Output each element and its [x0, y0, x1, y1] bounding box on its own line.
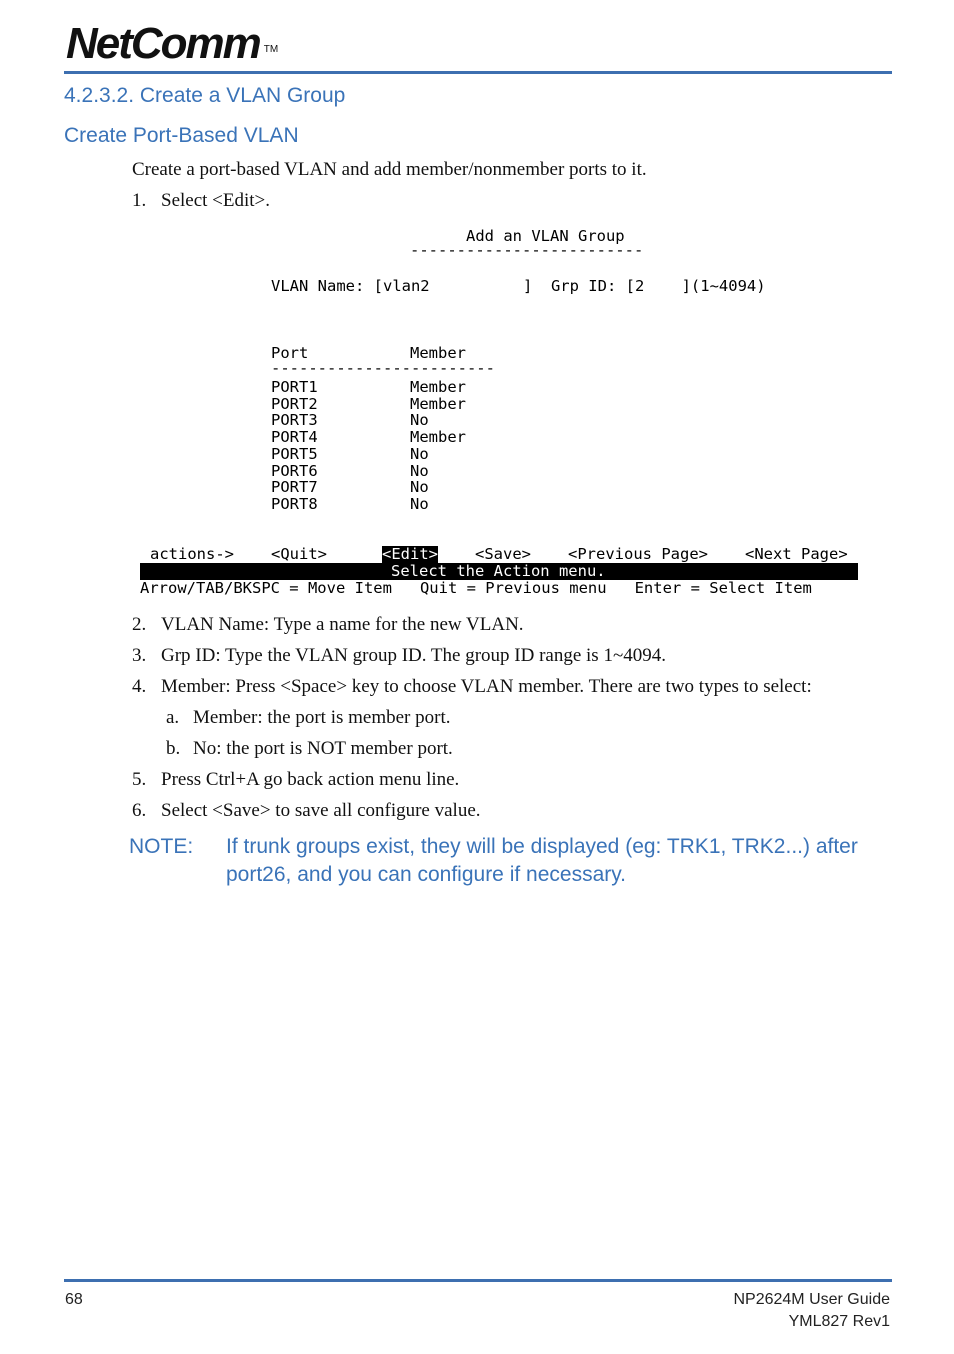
member-cell: No [410, 478, 429, 496]
member-cell: No [410, 495, 429, 513]
terminal-title-underline: ------------------------- [410, 241, 644, 259]
port-cell: PORT8 [271, 495, 318, 513]
edit-action[interactable]: <Edit> [382, 545, 438, 563]
trademark-symbol: TM [263, 44, 279, 55]
column-header-port: Port [271, 344, 309, 362]
member-cell: No [410, 462, 429, 480]
section-subheading: Create Port-Based VLAN [64, 124, 299, 147]
port-cell: PORT5 [271, 445, 318, 463]
step-text: VLAN Name: Type a name for the new VLAN. [161, 614, 524, 635]
step-text: Press Ctrl+A go back action menu line. [161, 769, 460, 790]
member-cell: No [410, 411, 429, 429]
previous-page-action[interactable]: <Previous Page> [568, 545, 708, 563]
header-rule [64, 71, 892, 74]
status-bar-text: Select the Action menu. [391, 562, 606, 580]
member-cell: No [410, 445, 429, 463]
next-page-action[interactable]: <Next Page> [745, 545, 848, 563]
note-text-line1: If trunk groups exist, they will be displayed (eg: TRK1, TRK2...) after [226, 835, 858, 858]
step-number: 4. [132, 676, 147, 697]
page-number: 68 [65, 1291, 83, 1308]
port-cell: PORT6 [271, 462, 318, 480]
column-underline: ------------------------ [271, 359, 495, 377]
member-cell: Member [410, 378, 466, 396]
port-cell: PORT3 [271, 411, 318, 429]
member-cell: Member [410, 428, 466, 446]
member-cell: Member [410, 395, 466, 413]
step-number: 5. [132, 769, 147, 790]
footer-guide-title: NP2624M User Guide [733, 1291, 890, 1308]
substep-text: Member: the port is member port. [193, 707, 451, 728]
step-number: 6. [132, 800, 147, 821]
substep-letter: a. [166, 707, 180, 728]
actions-label: actions-> [150, 545, 234, 563]
step-number: 3. [132, 645, 147, 666]
save-action[interactable]: <Save> [475, 545, 531, 563]
step-text: Select <Edit>. [161, 190, 271, 211]
terminal-title: Add an VLAN Group [466, 227, 625, 245]
note-label: NOTE: [129, 835, 194, 858]
substep-text: No: the port is NOT member port. [193, 738, 453, 759]
step-text: Select <Save> to save all configure value. [161, 800, 481, 821]
section-heading: 4.2.3.2. Create a VLAN Group [64, 84, 346, 107]
intro-paragraph: Create a port-based VLAN and add member/nonmember ports to it. [132, 159, 647, 180]
port-cell: PORT4 [271, 428, 318, 446]
port-cell: PORT1 [271, 378, 318, 396]
vlan-name-line: VLAN Name: [vlan2 ] Grp ID: [2 ](1~4094) [271, 277, 766, 295]
footer-rule [64, 1279, 892, 1282]
column-header-member: Member [410, 344, 466, 362]
port-cell: PORT7 [271, 478, 318, 496]
quit-action[interactable]: <Quit> [271, 545, 327, 563]
step-text: Grp ID: Type the VLAN group ID. The group ID range is 1~4094. [161, 645, 666, 666]
substep-letter: b. [166, 738, 181, 759]
step-number: 2. [132, 614, 147, 635]
help-line: Arrow/TAB/BKSPC = Move Item Quit = Previous menu Enter = Select Item [140, 579, 812, 597]
terminal-screenshot [140, 222, 858, 602]
netcomm-logo: NetComm ™ [66, 19, 279, 68]
footer-revision: YML827 Rev1 [788, 1313, 890, 1330]
note-text-line2: port26, and you can configure if necessary. [226, 863, 627, 886]
step-number: 1. [132, 190, 147, 211]
port-cell: PORT2 [271, 395, 318, 413]
step-text: Member: Press <Space> key to choose VLAN member. There are two types to select: [161, 676, 812, 697]
